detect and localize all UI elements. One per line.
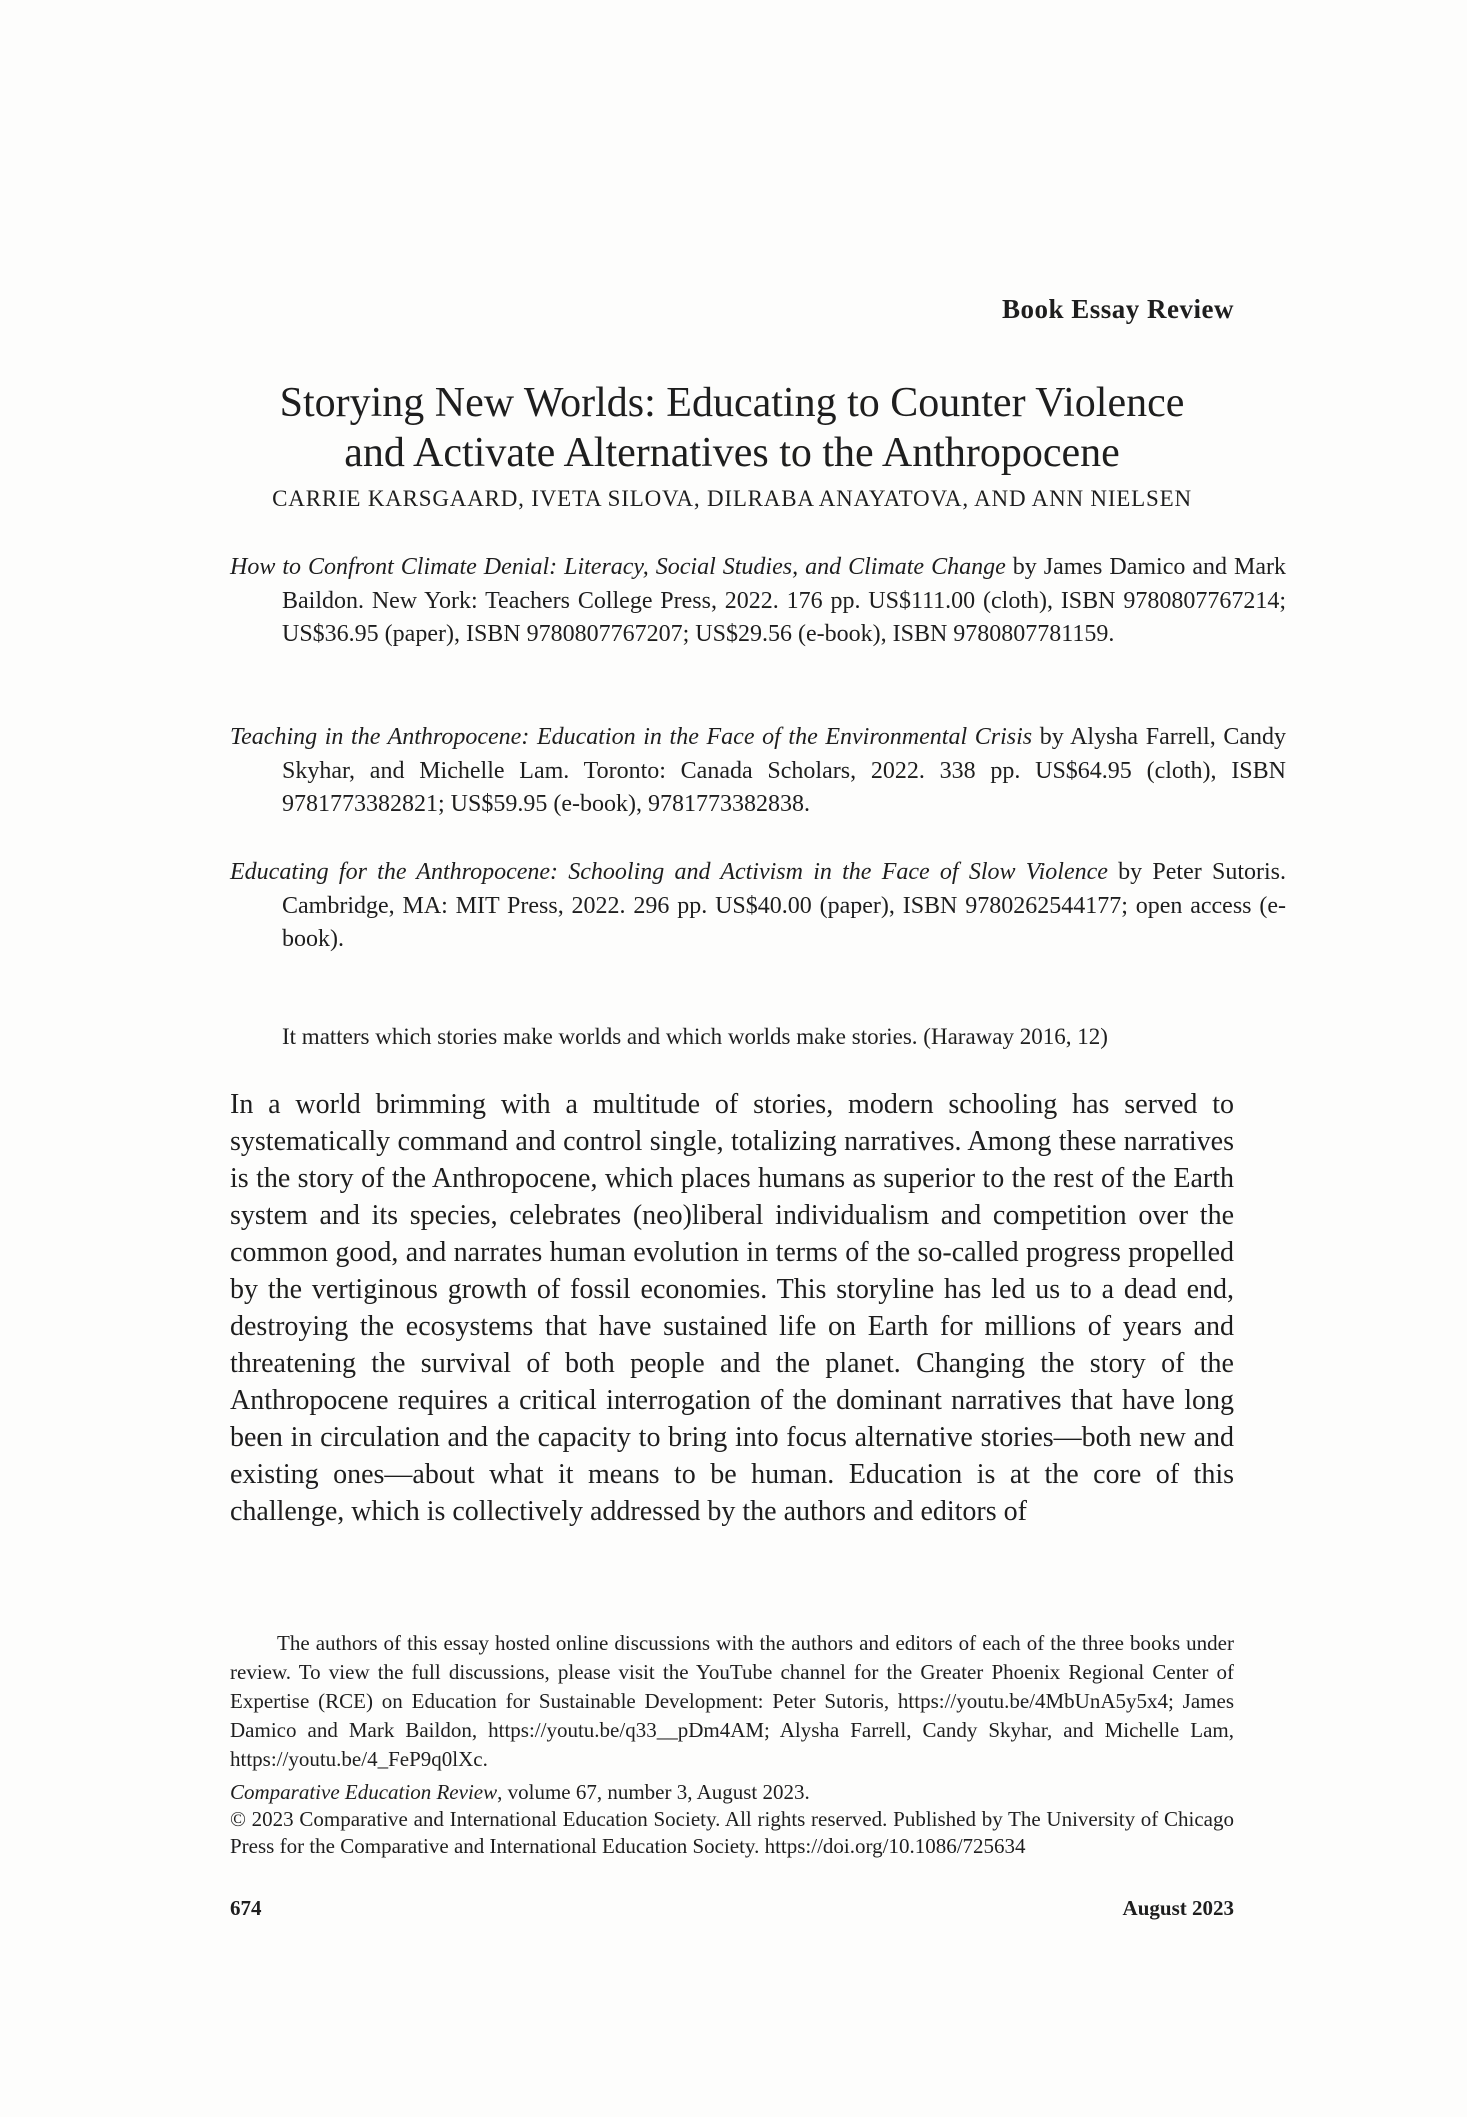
journal-issue-info: , volume 67, number 3, August 2023. [497, 1780, 810, 1804]
issue-date: August 2023 [1122, 1896, 1234, 1920]
book-2-title: Teaching in the Anthropocene: Education in the Face of the Environmental Crisis [230, 724, 1033, 750]
book-1-title: How to Confront Climate Denial: Literacy, Social Studies, and Climate Change [230, 554, 1006, 580]
footnote-text-3: ; Alysha Farrell, Candy Skyhar, and Michelle Lam, [764, 1718, 1234, 1742]
journal-name: Comparative Education Review [230, 1780, 498, 1804]
doi-link[interactable]: https://doi.org/10.1086/725634 [764, 1834, 1026, 1858]
page-footer [230, 1896, 1234, 1921]
footnote-text-2: ; James Damico and Mark Baildon, [230, 1689, 1235, 1742]
journal-info [230, 1779, 1234, 1860]
page-number: 674 [230, 1896, 262, 1920]
body-paragraph: In a world brimming with a multitude of stories, modern schooling has served to systematically command and control single, totalizing narratives. Among these narratives is the story of the Anthropocene, which places humans as superior to the rest of the Earth system and its species, celebrates (neo)liberal individualism and competition over the common good, and narrates human evolution in terms of the so-called progress propelled by the vertiginous growth of fossil economies. This storyline has led us to a dead end, destroying the ecosystems that have sustained life on Earth for millions of years and threatening the survival of both people and the planet. Changing the story of the Anthropocene requires a critical interrogation of the dominant narratives that have long been in circulation and the capacity to bring into focus alternative stories—both new and existing ones—about what it means to be human. Education is at the core of this challenge, which is collectively addressed by the authors and editors of [230, 1089, 1234, 1527]
footnote-link-damico-baildon[interactable]: https://youtu.be/q33__pDm4AM [488, 1718, 765, 1742]
book-citation-2 [230, 721, 1286, 822]
book-citation-1 [230, 551, 1286, 652]
book-2-details: by Alysha Farrell, Candy Skyhar, and Michelle Lam. Toronto: Canada Scholars, 2022. 338 pp. US$64.95 (cloth), ISBN 9781773382821; US$59.95 (e-book), 9781773382838. [282, 724, 1286, 817]
footnote-text-4: . [482, 1747, 488, 1771]
footnote-text-1: The authors of this essay hosted online discussions with the authors and editors of each of the three books under review. To view the full discussions, please visit the YouTube channel for the Greater Phoenix Regional Center of Expertise (RCE) on Education for Sustainable Development: Peter Sutoris, [230, 1631, 1234, 1713]
article-title-line-1: Storying New Worlds: Educating to Counter Violence [279, 380, 1185, 427]
footnote-link-sutoris[interactable]: https://youtu.be/4MbUnA5y5x4 [897, 1689, 1169, 1713]
book-citation-3 [230, 856, 1286, 957]
book-1-details: by James Damico and Mark Baildon. New York: Teachers College Press, 2022. 176 pp. US$111.00 (cloth), ISBN 9780807767214; US$36.95 (paper), ISBN 9780807767207; US$29.56 (e-book), ISBN 9780807781159. [282, 554, 1286, 647]
article-title [230, 378, 1234, 478]
journal-copyright: © 2023 Comparative and International Education Society. All rights reserved. Published by The University of Chicago Press for the Comparative and International Education Society. [230, 1807, 1234, 1858]
footnote-link-farrell-skyhar-lam[interactable]: https://youtu.be/4_FeP9q0lXc [230, 1747, 483, 1771]
book-3-details: by Peter Sutoris. Cambridge, MA: MIT Press, 2022. 296 pp. US$40.00 (paper), ISBN 9780262544177; open access (e-book). [282, 859, 1286, 952]
section-label: Book Essay Review [1001, 294, 1234, 324]
article-title-line-2: and Activate Alternatives to the Anthropocene [344, 430, 1120, 477]
book-3-title: Educating for the Anthropocene: Schooling and Activism in the Face of Slow Violence [230, 859, 1108, 885]
authors-line: CARRIE KARSGAARD, IVETA SILOVA, DILRABA ANAYATOVA, AND ANN NIELSEN [272, 486, 1192, 511]
footnote [230, 1629, 1234, 1774]
epigraph-quote: It matters which stories make worlds and which worlds make stories. (Haraway 2016, 12) [282, 1024, 1108, 1049]
